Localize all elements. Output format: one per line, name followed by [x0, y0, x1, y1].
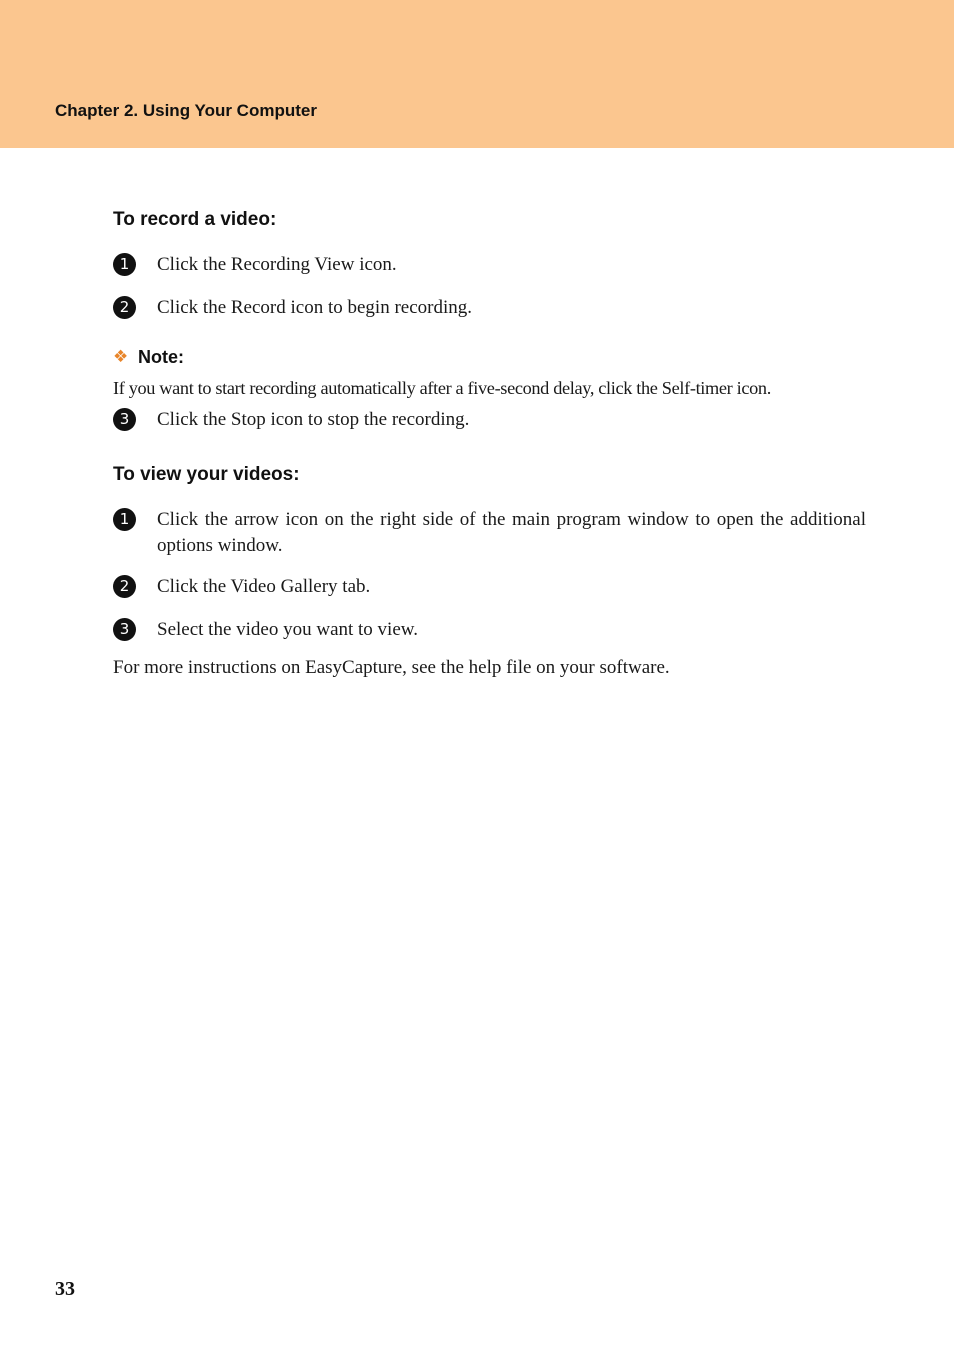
chapter-header-band [0, 0, 954, 148]
step-number-badge: 2 [113, 296, 136, 319]
note-text: If you want to start recording automatically after a five-second delay, click the Self-timer icon. [113, 378, 771, 398]
step-number-badge: 2 [113, 575, 136, 598]
note-label: Note: [138, 347, 184, 367]
more-instructions-text: For more instructions on EasyCapture, see the help file on your software. [113, 657, 670, 678]
page-number: 33 [55, 1278, 75, 1300]
chapter-title: Chapter 2. Using Your Computer [55, 101, 317, 120]
step-number-badge: 3 [113, 618, 136, 641]
step-text: Click the Record icon to begin recording. [157, 297, 472, 318]
view-videos-heading: To view your videos: [113, 464, 300, 485]
step-text: Click the arrow icon on the right side of the main program window to open the additional options window. [157, 509, 866, 556]
step-text: Click the Video Gallery tab. [157, 576, 371, 597]
step-number-badge: 1 [113, 508, 136, 531]
record-video-heading: To record a video: [113, 209, 277, 230]
step-text: Click the Recording View icon. [157, 254, 397, 275]
step-text: Click the Stop icon to stop the recording. [157, 409, 470, 430]
step-text: Select the video you want to view. [157, 619, 419, 640]
step-number-badge: 3 [113, 408, 136, 431]
diamond-cluster-icon: ❖ [113, 347, 129, 367]
step-number-badge: 1 [113, 253, 136, 276]
